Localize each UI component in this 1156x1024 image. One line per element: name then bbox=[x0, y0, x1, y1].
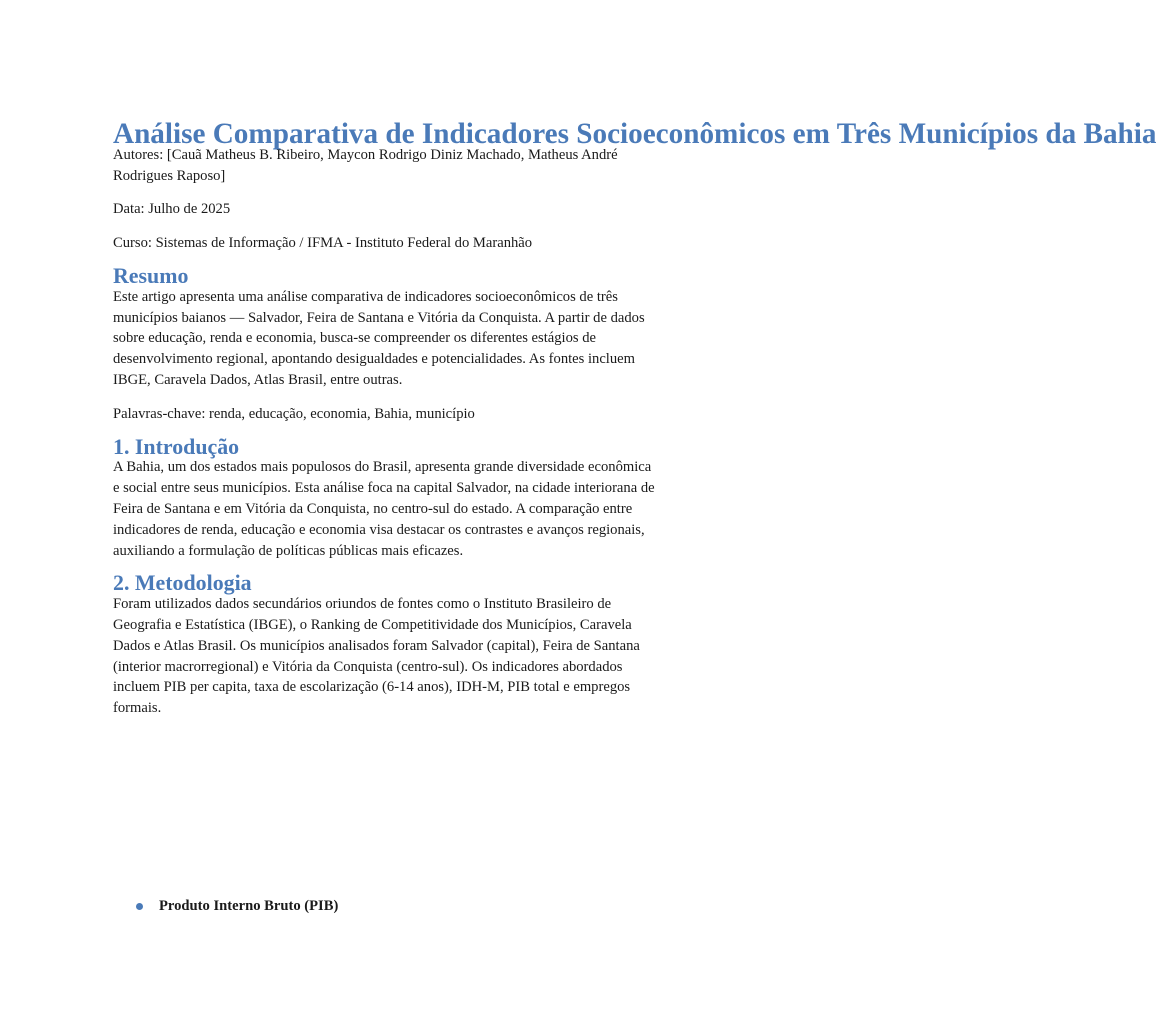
document-title: Análise Comparativa de Indicadores Socioeconômicos em Três Municípios da Bahia bbox=[113, 118, 1156, 150]
abstract-body: Este artigo apresenta uma análise comparativa de indicadores socioeconômicos de três municípios baianos — Salvador, Feira de Santana e Vitória da Conquista. A partir de dados sobre educação, renda e economia, busca-se compreender os diferentes estágios de desenvolvimento regional, apontando desigualdades e potencialidades. As fontes incluem IBGE, Caravela Dados, Atlas Brasil, entre outras. bbox=[113, 288, 645, 388]
bullet-item-label: Produto Interno Bruto (PIB) bbox=[159, 898, 339, 914]
date-line: Data: Julho de 2025 bbox=[113, 201, 231, 218]
authors-line: Autores: [Cauã Matheus B. Ribeiro, Maycon Rodrigo Diniz Machado, Matheus André Rodrigues Raposo] bbox=[113, 146, 618, 184]
bullet-list-item bbox=[136, 896, 338, 917]
introduction-body: A Bahia, um dos estados mais populosos do Brasil, apresenta grande diversidade econômica e social entre seus municípios. Esta análise foca na capital Salvador, na cidade interiorana de Feira de Santana e em Vitória da Conquista, no centro-sul do estado. A comparação entre indicadores de renda, educação e economia visa destacar os contrastes e avanços regionais, auxiliando a formulação de políticas públicas mais eficazes. bbox=[113, 459, 655, 559]
introduction-heading: 1. Introdução bbox=[113, 433, 240, 459]
document-body bbox=[113, 118, 1156, 719]
keywords-line: Palavras-chave: renda, educação, economia, Bahia, município bbox=[113, 405, 475, 422]
methodology-body: Foram utilizados dados secundários oriundos de fontes como o Instituto Brasileiro de Geografia e Estatística (IBGE), o Ranking de Competitividade dos Municípios, Caravela Dados e Atlas Brasil. Os municípios analisados foram Salvador (capital), Feira de Santana (interior macrorregional) e Vitória da Conquista (centro-sul). Os indicadores abordados incluem PIB per capita, taxa de escolarização (6-14 anos), IDH-M, PIB total e empregos formais. bbox=[113, 596, 640, 717]
course-line: Curso: Sistemas de Informação / IFMA - Instituto Federal do Maranhão bbox=[113, 235, 533, 252]
bullet-icon bbox=[136, 903, 143, 910]
abstract-heading: Resumo bbox=[113, 262, 189, 288]
methodology-heading: 2. Metodologia bbox=[113, 570, 252, 596]
